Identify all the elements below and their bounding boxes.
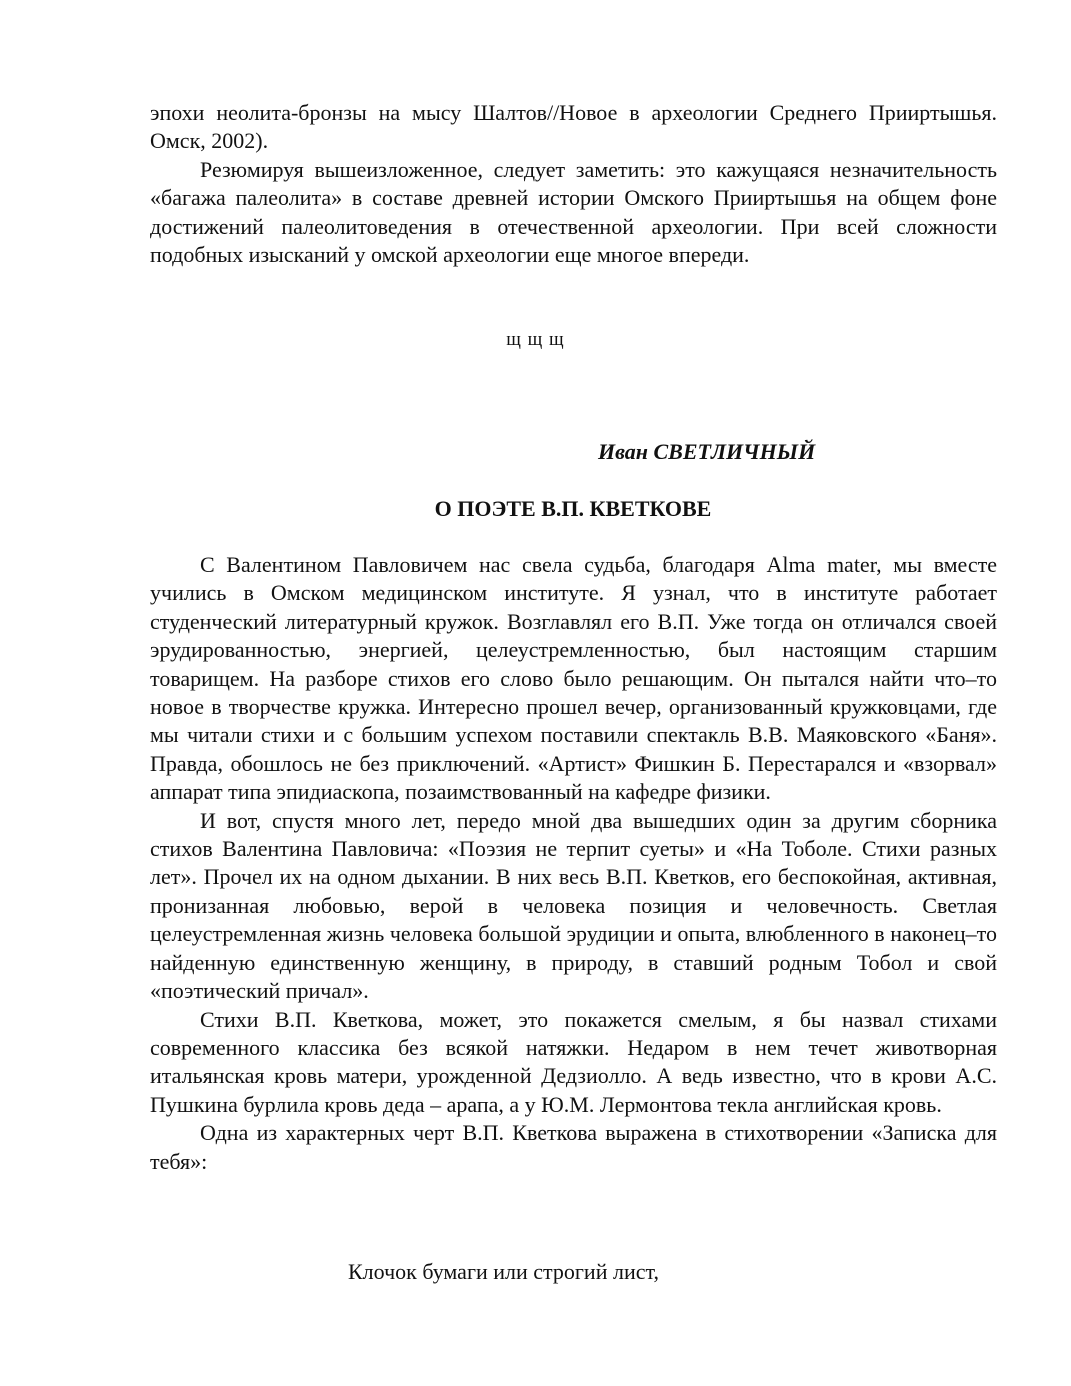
previous-article-ending (150, 99, 997, 269)
section-separator: щ щ щ (506, 329, 565, 350)
poem-line: Клочок бумаги или строгий лист, (348, 1259, 659, 1284)
paragraph: Резюмируя вышеизложенное, следует заметить: это кажущаяся незначительность «багажа палеолита» в составе древней истории Омского Прииртышья на общем фоне достижений палеолитоведения в отечественной археологии. При всей сложности подобных изысканий у омской археологии еще многое впереди. (150, 156, 997, 268)
article-author: Иван СВЕТЛИЧНЫЙ (598, 439, 816, 464)
paragraph: И вот, спустя много лет, передо мной два вышедших один за другим сборника стихов Валентина Павловича: «Поэзия не терпит суеты» и «На Тоболе. Стихи разных лет». Прочел их на одном дыхании. В них весь В.П. Кветков, его беспокойная, активная, пронизанная любовью, верой в человека позиция и человечность. Светлая целеустремленная жизнь человека большой эрудиции и опыта, влюбленного в наконец–то найденную единственную женщину, в природу, в ставший родным Тобол и свой «поэтический причал». (150, 807, 997, 1004)
article-title: О ПОЭТЕ В.П. КВЕТКОВЕ (434, 496, 712, 521)
paragraph: Стихи В.П. Кветкова, может, это покажется смелым, я бы назвал стихами современного классика без всякой натяжки. Недаром в нем течет животворная итальянская кровь матери, урожденной Дедзиолло. А ведь известно, что в крови А.С. Пушкина бурлила кровь деда – арапа, а у Ю.М. Лермонтова текла английская кровь. (150, 1006, 997, 1117)
paragraph: С Валентином Павловичем нас свела судьба, благодаря Alma mater, мы вместе учились в Омском медицинском институте. Я узнал, что в институте работает студенческий литературный кружок. Возглавлял его В.П. Уже тогда он отличался своей эрудированностью, энергией, целеустремленностью, был настоящим старшим товарищем. На разборе стихов его слово было решающим. Он пытался найти что–то новое в творчестве кружка. Интересно прошел вечер, организованный кружковцами, где мы читали стихи и с большим успехом поставили спектакль В.В. Маяковского «Баня». Правда, обошлось не без приключений. «Артист» Фишкин Б. Перестарался и «взорвал» аппарат типа эпидиаскопа, позаимствованный на кафедре физики. (150, 552, 997, 805)
article-body (150, 551, 997, 1176)
paragraph: Одна из характерных черт В.П. Кветкова выражена в стихотворении «Записка для тебя»: (150, 1120, 997, 1174)
paragraph: эпохи неолита-бронзы на мысу Шалтов//Новое в археологии Среднего Прииртышья. Омск, 2002). (150, 100, 997, 154)
